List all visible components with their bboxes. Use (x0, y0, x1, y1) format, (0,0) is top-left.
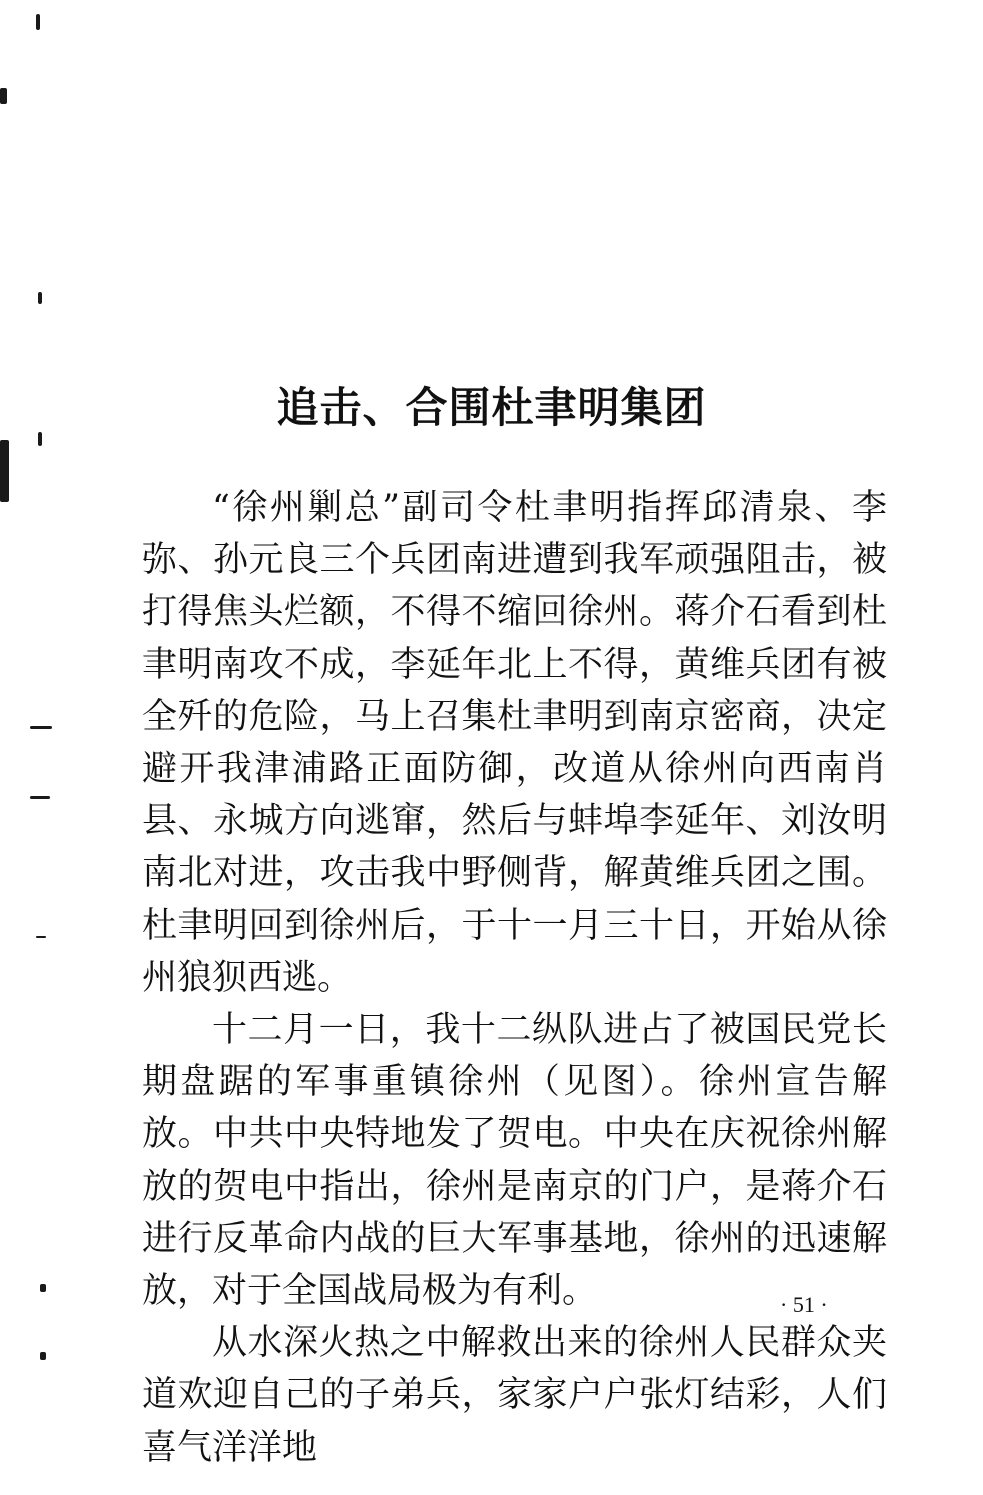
paragraph: “徐州剿总”副司令杜聿明指挥邱清泉、李弥、孙元良三个兵团南进遭到我军顽强阻击，被打得焦头烂额，不得不缩回徐州。蒋介石看到杜聿明南攻不成，李延年北上不得，黄维兵团有被全歼的危险，马上召集杜聿明到南京密商，决定避开我津浦路正面防御，改道从徐州向西南肖县、永城方向逃窜，然后与蚌埠李延年、刘汝明南北对进，攻击我中野侧背，解黄维兵团之围。杜聿明回到徐州后，于十一月三十日，开始从徐州狼狈西逃。 (142, 488, 887, 998)
scan-edge-mark (30, 796, 50, 799)
page-number: · 51 · (780, 1292, 828, 1317)
scan-edge-mark (30, 726, 52, 729)
scan-edge-mark (0, 88, 7, 104)
scan-edge-mark (0, 440, 9, 502)
scan-edge-mark (36, 936, 46, 938)
body-text (142, 482, 887, 1474)
paragraph: 十二月一日，我十二纵队进占了被国民党长期盘踞的军事重镇徐州（见图）。徐州宣告解放。中共中央特地发了贺电。中央在庆祝徐州解放的贺电中指出，徐州是南京的门户，是蒋介石进行反革命内战的巨大军事基地，徐州的迅速解放，对于全国战局极为有利。 (142, 1010, 887, 1312)
scan-edge-mark (40, 1284, 46, 1292)
chapter-title: 追击、合围杜聿明集团 (276, 383, 707, 432)
scan-edge-mark (36, 14, 40, 30)
scan-edge-mark (40, 1352, 46, 1360)
scan-edge-mark (38, 292, 42, 304)
paragraph: 从水深火热之中解救出来的徐州人民群众夹道欢迎自己的子弟兵，家家户户张灯结彩，人们喜气洋洋地 (142, 1323, 887, 1468)
